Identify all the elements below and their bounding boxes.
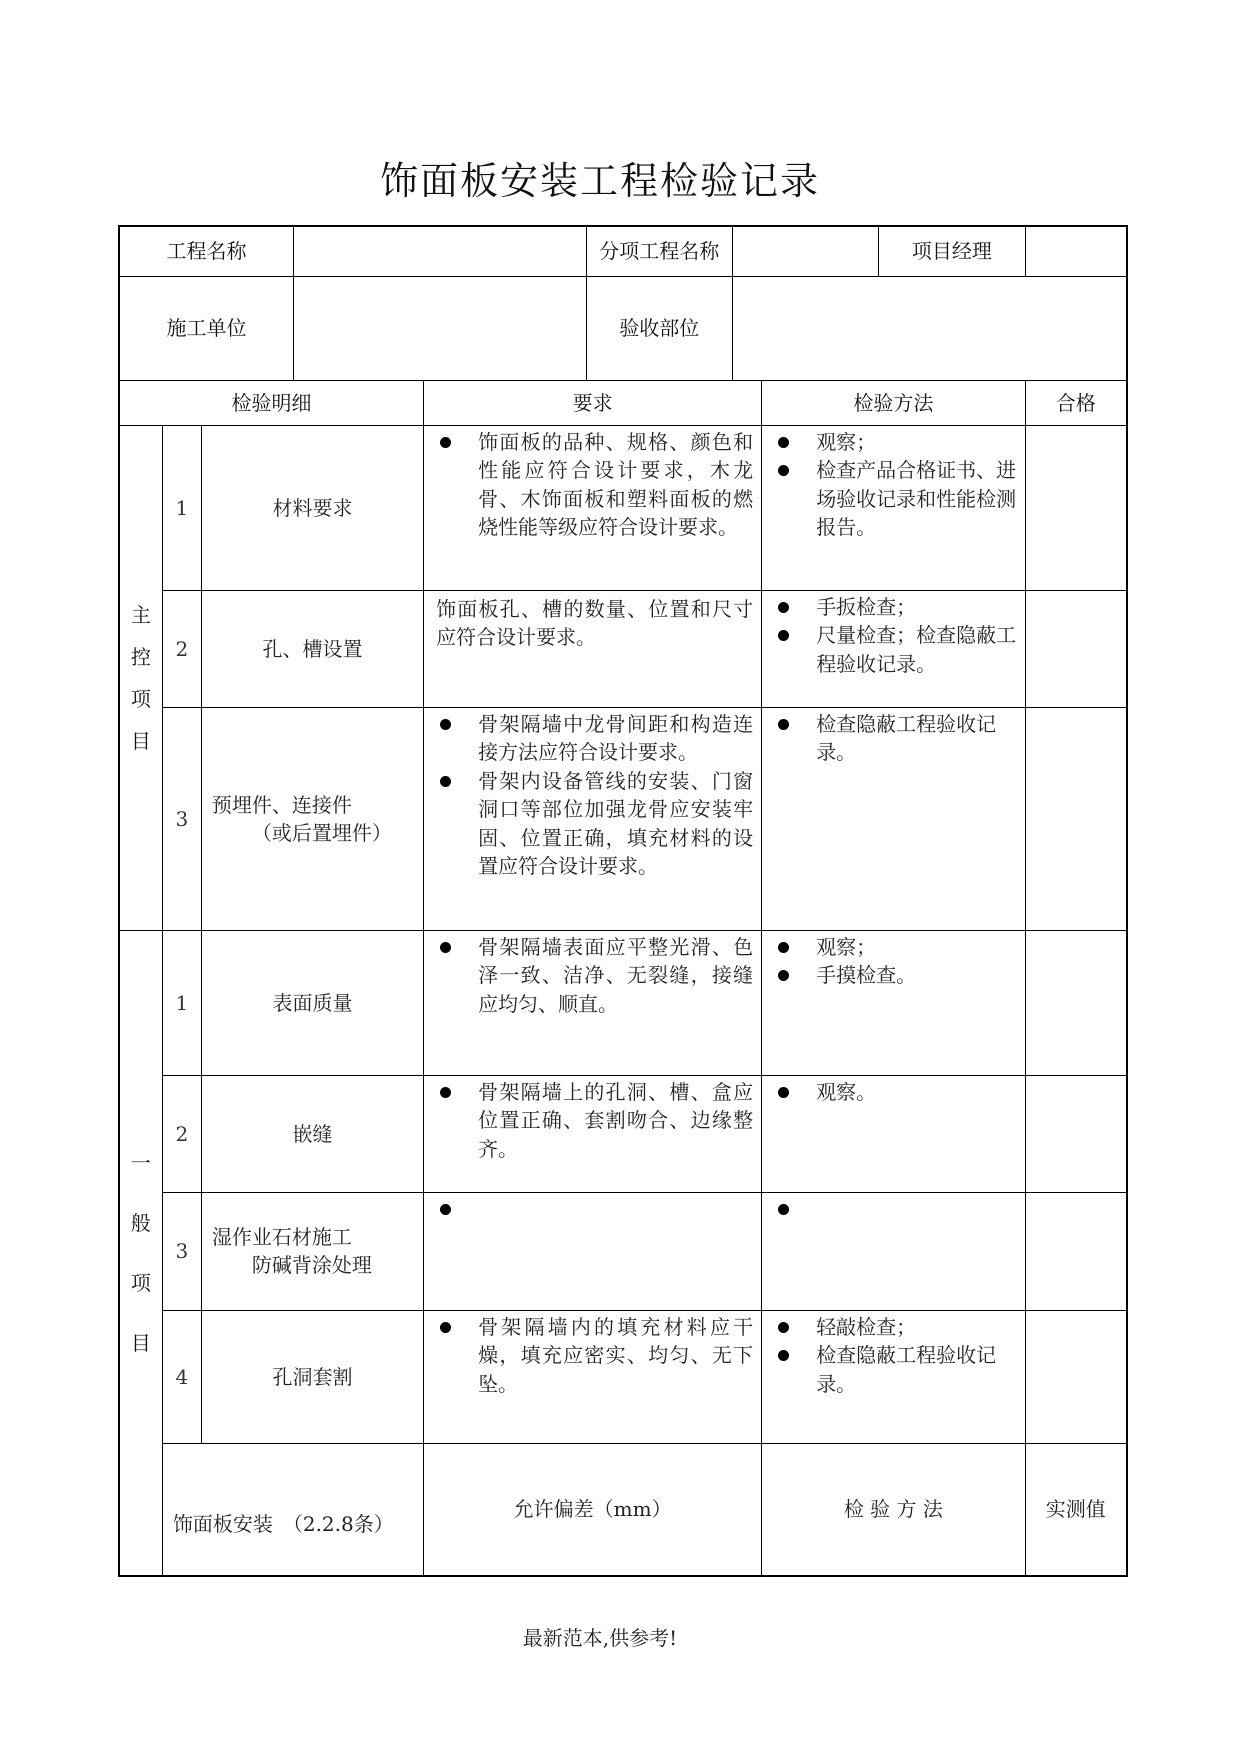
col-detail-header: 检验明细 bbox=[119, 380, 424, 425]
list-item: 观察； bbox=[774, 428, 1016, 457]
contractor-field[interactable] bbox=[294, 276, 587, 380]
table-row bbox=[119, 1075, 1127, 1192]
pass-cell[interactable] bbox=[1025, 1075, 1127, 1192]
table-row bbox=[119, 590, 1127, 707]
list-item: 检查产品合格证书、进场验收记录和性能检测报告。 bbox=[774, 456, 1016, 542]
requirement-cell bbox=[424, 1075, 762, 1192]
inspection-form-table bbox=[118, 225, 1128, 1577]
pass-cell[interactable] bbox=[1025, 1192, 1127, 1310]
requirement-cell bbox=[424, 707, 762, 930]
list-item: 手摸检查。 bbox=[774, 961, 1016, 990]
pass-cell[interactable] bbox=[1025, 590, 1127, 707]
allowable-deviation-header: 允许偏差（mm） bbox=[424, 1443, 762, 1576]
requirement-cell[interactable] bbox=[424, 1192, 762, 1310]
list-item: 饰面板的品种、规格、颜色和性能应符合设计要求，木龙骨、木饰面板和塑料面板的燃烧性能等级应符合设计要求。 bbox=[436, 428, 753, 542]
column-header-row bbox=[119, 380, 1127, 425]
col-requirement-header: 要求 bbox=[424, 380, 762, 425]
list-item: 骨架隔墙中龙骨间距和构造连接方法应符合设计要求。 bbox=[436, 710, 753, 767]
requirement-cell bbox=[424, 930, 762, 1075]
tolerance-method-header: 检 验 方 法 bbox=[762, 1443, 1025, 1576]
acceptance-part-field[interactable] bbox=[732, 276, 1127, 380]
item-name: 预埋件、连接件 （或后置埋件） bbox=[201, 707, 423, 930]
item-name: 孔、槽设置 bbox=[201, 590, 423, 707]
requirement-cell bbox=[424, 1310, 762, 1443]
col-method-header: 检验方法 bbox=[762, 380, 1025, 425]
list-item: 骨架隔墙表面应平整光滑、色泽一致、洁净、无裂缝，接缝应均匀、顺直。 bbox=[436, 933, 753, 1019]
footer-note: 最新范本,供参考! bbox=[522, 1626, 678, 1650]
list-item: 检查隐蔽工程验收记录。 bbox=[774, 710, 1016, 767]
tolerance-label: 饰面板安装 （2.2.8条） bbox=[162, 1443, 423, 1576]
table-row bbox=[119, 425, 1127, 590]
header-row-1 bbox=[119, 226, 1127, 276]
sub-project-field[interactable] bbox=[732, 226, 878, 276]
item-name: 表面质量 bbox=[201, 930, 423, 1075]
list-item: 观察； bbox=[774, 933, 1016, 962]
method-cell bbox=[762, 930, 1025, 1075]
table-row bbox=[119, 1310, 1127, 1443]
pass-cell[interactable] bbox=[1025, 1310, 1127, 1443]
table-row bbox=[119, 930, 1127, 1075]
item-number: 2 bbox=[162, 1075, 201, 1192]
list-item: 骨架内设备管线的安装、门窗洞口等部位加强龙骨应安装牢固、位置正确，填充材料的设置应符合设计要求。 bbox=[436, 767, 753, 881]
method-cell bbox=[762, 590, 1025, 707]
measured-value-header: 实测值 bbox=[1025, 1443, 1127, 1576]
item-number: 3 bbox=[162, 1192, 201, 1310]
item-number: 2 bbox=[162, 590, 201, 707]
requirement-cell: 饰面板孔、槽的数量、位置和尺寸应符合设计要求。 bbox=[424, 590, 762, 707]
requirement-cell bbox=[424, 425, 762, 590]
sub-project-label: 分项工程名称 bbox=[586, 226, 732, 276]
list-item: 骨架隔墙内的填充材料应干燥，填充应密实、均匀、无下坠。 bbox=[436, 1313, 753, 1399]
table-row bbox=[119, 1192, 1127, 1310]
item-name: 湿作业石材施工 防碱背涂处理 bbox=[201, 1192, 423, 1310]
pass-cell[interactable] bbox=[1025, 707, 1127, 930]
method-cell bbox=[762, 1310, 1025, 1443]
col-pass-header: 合格 bbox=[1025, 380, 1127, 425]
list-item: 观察。 bbox=[774, 1078, 1016, 1107]
item-number: 1 bbox=[162, 425, 201, 590]
manager-label: 项目经理 bbox=[879, 226, 1025, 276]
method-cell bbox=[762, 425, 1025, 590]
main-control-section-label: 主 控 项 目 bbox=[119, 425, 162, 930]
list-item: 轻敲检查； bbox=[774, 1313, 1016, 1342]
item-number: 3 bbox=[162, 707, 201, 930]
item-number: 4 bbox=[162, 1310, 201, 1443]
document-title: 饰面板安装工程检验记录 bbox=[379, 159, 820, 203]
method-cell bbox=[762, 707, 1025, 930]
method-cell bbox=[762, 1075, 1025, 1192]
list-item: 骨架隔墙上的孔洞、槽、盒应位置正确、套割吻合、边缘整齐。 bbox=[436, 1078, 753, 1164]
item-number: 1 bbox=[162, 930, 201, 1075]
project-name-field[interactable] bbox=[294, 226, 587, 276]
list-item: 检查隐蔽工程验收记录。 bbox=[774, 1341, 1016, 1398]
list-item bbox=[774, 1195, 1016, 1224]
list-item: 手扳检查； bbox=[774, 593, 1016, 622]
pass-cell[interactable] bbox=[1025, 930, 1127, 1075]
table-row bbox=[119, 707, 1127, 930]
item-name: 孔洞套割 bbox=[201, 1310, 423, 1443]
list-item: 尺量检查；检查隐蔽工程验收记录。 bbox=[774, 621, 1016, 678]
header-row-2 bbox=[119, 276, 1127, 380]
item-name: 嵌缝 bbox=[201, 1075, 423, 1192]
method-cell[interactable] bbox=[762, 1192, 1025, 1310]
project-name-label: 工程名称 bbox=[119, 226, 294, 276]
general-section-label: 一 般 项 目 bbox=[119, 930, 162, 1576]
contractor-label: 施工单位 bbox=[119, 276, 294, 380]
pass-cell[interactable] bbox=[1025, 425, 1127, 590]
item-name: 材料要求 bbox=[201, 425, 423, 590]
manager-field[interactable] bbox=[1025, 226, 1127, 276]
tolerance-row bbox=[119, 1443, 1127, 1576]
acceptance-part-label: 验收部位 bbox=[586, 276, 732, 380]
list-item bbox=[436, 1195, 753, 1224]
